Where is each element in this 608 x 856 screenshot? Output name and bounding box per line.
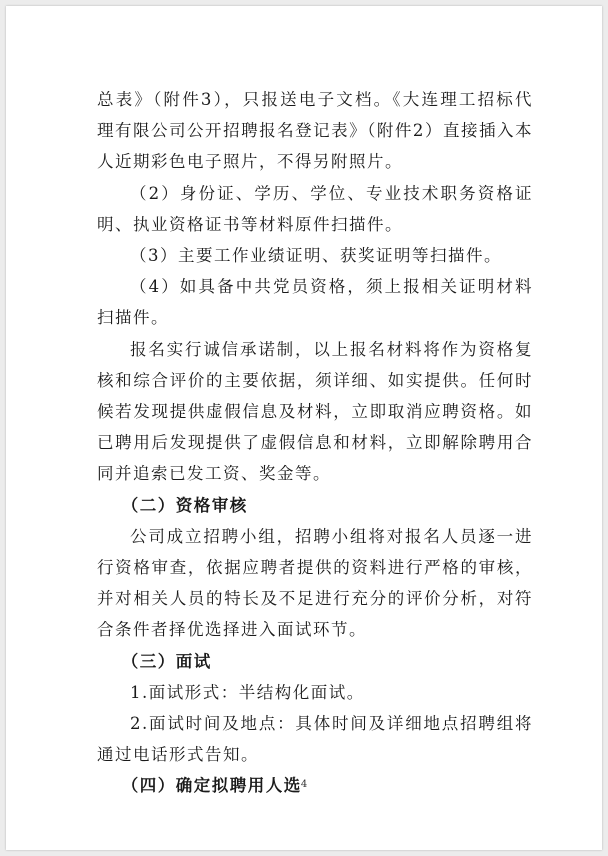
paragraph-attachments: 总表》（附件3），只报送电子文档。《大连理工招标代理有限公司公开招聘报名登记表》（附件2）直接插入本人近期彩色电子照片，不得另附照片。 [97, 90, 533, 172]
heading-interview: （三）面试 [121, 651, 212, 671]
heading-determine-candidates: （四）确定拟聘用人选 [121, 776, 302, 796]
paragraph-party-member: （4）如具备中共党员资格，须上报相关证明材料扫描件。 [97, 277, 533, 328]
document-page [6, 6, 602, 850]
paragraph-review-process: 公司成立招聘小组，招聘小组将对报名人员逐一进行资格审查，依据应聘者提供的资料进行严格的审核，并对相关人员的特长及不足进行充分的评价分析，对符合条件者择优选择进入面试环节。 [97, 526, 533, 640]
paragraph-integrity-commitment: 报名实行诚信承诺制，以上报名材料将作为资格复核和综合评价的主要依据，须详细、如实提供。任何时候若发现提供虚假信息及材料，立即取消应聘资格。如已聘用后发现提供了虚假信息和材料，立即解除聘用合同并追索已发工资、奖金等。 [97, 339, 533, 484]
paragraph-interview-format: 1.面试形式：半结构化面试。 [130, 682, 365, 702]
heading-qualification-review: （二）资格审核 [121, 495, 248, 515]
paragraph-interview-time-place: 2.面试时间及地点：具体时间及详细地点招聘组将通过电话形式告知。 [97, 714, 533, 765]
paragraph-id-documents: （2）身份证、学历、学位、专业技术职务资格证明、执业资格证书等材料原件扫描件。 [97, 183, 533, 234]
document-body [97, 84, 533, 802]
paragraph-performance-proof: （3）主要工作业绩证明、获奖证明等扫描件。 [130, 246, 502, 266]
page-number: 4 [300, 779, 308, 790]
